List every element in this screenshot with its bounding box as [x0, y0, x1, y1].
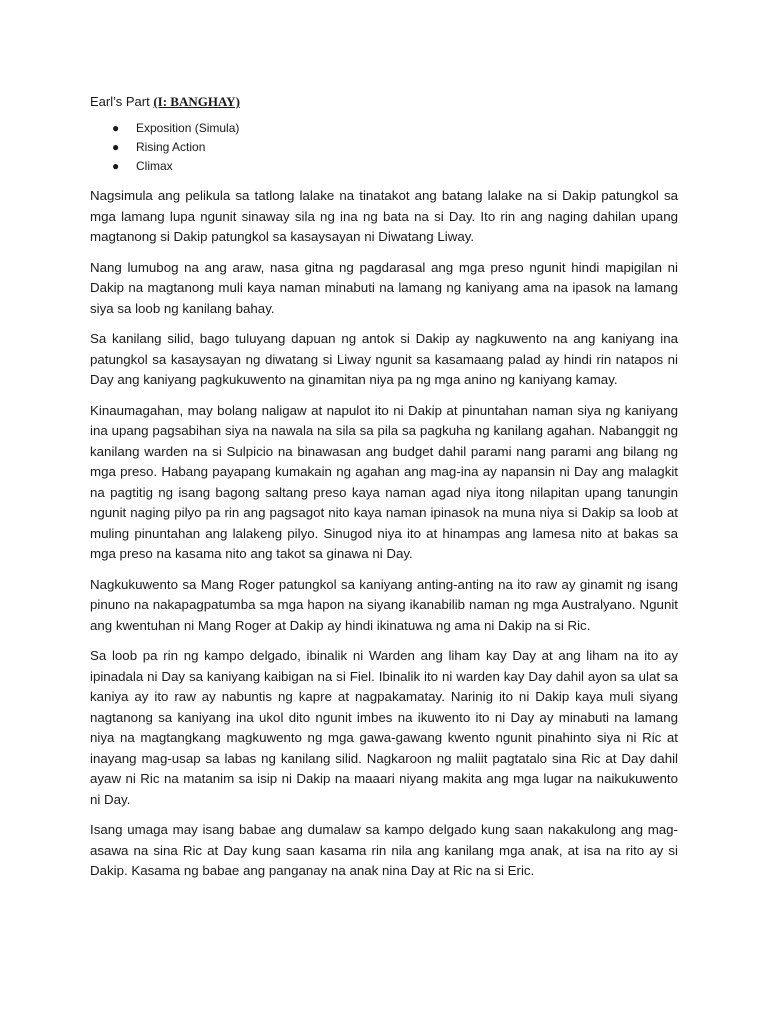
section-heading — [90, 93, 678, 111]
document-body — [90, 93, 678, 892]
heading-prefix: Earl’s Part — [90, 94, 154, 109]
bullet-icon: ● — [112, 121, 120, 135]
bullet-item — [90, 119, 678, 138]
bullet-text: Rising Action — [136, 140, 206, 154]
paragraph: Nagkukuwento sa Mang Roger patungkol sa kaniyang anting-anting na ito raw ay ginamit ng isang pinuno na nakapagpatumba sa mga hapon na siyang ikanabilib naman ng mga Australyano. Ngunit ang kwentuhan ni Mang Roger at Dakip ay hindi ikinatuwa ng ama ni Dakip na si Ric. — [90, 576, 678, 633]
paragraph: Kinaumagahan, may bolang naligaw at napulot ito ni Dakip at pinuntahan naman siya ng kaniyang ina upang pagsabihan siya na nawala na sila sa pila sa pagkuha ng kanilang agahan. Nabanggit ng kanilang warden na si Sulpicio na binawasan ang budget dahil parami nang parami ang bilang ng mga preso. Habang payapang kumakain ng agahan ang mag-ina ay napansin ni Day ang malagkit na pagtitig ng isang bagong saltang preso kaya naman agad niya itong nilapitan upang tanungin ngunit naging pilyo pa rin ang pagsagot nito kaya naman ipinasok na muna niya si Dakip sa loob at muling pinuntahan ang lalakeng pilyo. Sinugod niya ito at hinampas ang lamesa nito at bakas sa mga preso na kasama nito ang takot sa ginawa ni Day. — [90, 402, 678, 561]
bullet-list — [90, 119, 678, 176]
bullet-item — [90, 157, 678, 176]
paragraph: Isang umaga may isang babae ang dumalaw sa kampo delgado kung saan nakakulong ang mag-asawa na sina Ric at Day kung saan kasama rin nila ang kanilang mga anak, at isa na rito ay si Dakip. Kasama ng babae ang panganay na anak nina Day at Ric na si Eric. — [90, 822, 678, 878]
bullet-text: Exposition (Simula) — [136, 121, 240, 135]
paragraph: Nagsimula ang pelikula sa tatlong lalake na tinatakot ang batang lalake na si Dakip patungkol sa mga lamang lupa ngunit sinaway sila ng ina ng bata na si Day. Ito rin ang naging dahilan upang magtanong si Dakip patungkol sa kasaysayan ni Diwatang Liway. — [90, 188, 678, 244]
bullet-item — [90, 138, 678, 157]
paragraph: Nang lumubog na ang araw, nasa gitna ng pagdarasal ang mga preso ngunit hindi mapigilan ni Dakip na magtanong muli kaya naman minabuti na lamang ng kaniyang ama na ipasok na lamang siya sa loob ng kanilang bahay. — [90, 259, 678, 316]
bullet-text: Climax — [136, 159, 173, 173]
bullet-icon: ● — [112, 159, 120, 173]
paragraph: Sa loob pa rin ng kampo delgado, ibinalik ni Warden ang liham kay Day at ang liham na ito ay ipinadala ni Day sa kaniyang kaibigan na si Fiel. Ibinalik ito ni warden kay Day dahil ayon sa ulat sa kaniya ay ito raw ay nabuntis ng kapre at nagpakamatay. Narinig ito ni Dakip kaya muli siyang nagtanong sa kaniyang ina ukol dito ngunit imbes na ikuwento ito ni Day ay minabuti na lamang niya na magtangkang magkuwento ng mga gawa-gawang kwento ngunit pinahinto siya ni Ric at inayang mag-usap sa labas ng kanilang silid. Nagkaroon ng maliit pagtatalo sina Ric at Day dahil ayaw ni Ric na matanim sa isip ni Dakip na maaari niyang makita ang mga lugar na naikukuwento ni Day. — [90, 648, 678, 807]
heading-section-title: (I: BANGHAY) — [153, 94, 240, 109]
bullet-icon: ● — [112, 140, 120, 154]
paragraph: Sa kanilang silid, bago tuluyang dapuan ng antok si Dakip ay nagkuwento na ang kaniyang ina patungkol sa kasaysayan ng diwatang si Liway ngunit sa kasamaang palad ay hindi rin natapos ni Day ang kaniyang pagkukuwento na ginamitan niya pa ng mga anino ng kaniyang kamay. — [90, 331, 678, 387]
